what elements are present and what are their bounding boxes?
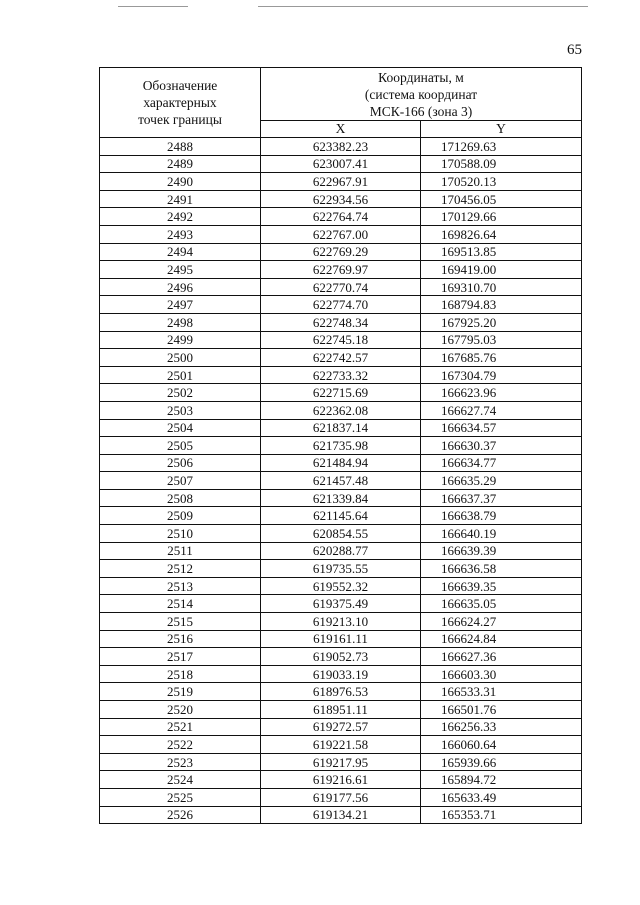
point-number-cell: 2495	[100, 261, 261, 279]
y-coordinate-cell: 166060.64	[421, 736, 582, 754]
table-row	[100, 701, 582, 719]
x-coordinate-cell: 622742.57	[261, 349, 421, 367]
x-coordinate-cell: 622770.74	[261, 278, 421, 296]
x-coordinate-cell: 619552.32	[261, 577, 421, 595]
header-point-line-2: характерных	[143, 95, 217, 110]
table-body	[100, 138, 582, 824]
table-row	[100, 753, 582, 771]
table-row	[100, 806, 582, 824]
point-number-cell: 2522	[100, 736, 261, 754]
y-coordinate-cell: 167795.03	[421, 331, 582, 349]
point-number-cell: 2523	[100, 753, 261, 771]
table-row	[100, 560, 582, 578]
x-coordinate-cell: 619375.49	[261, 595, 421, 613]
y-coordinate-cell: 166634.77	[421, 454, 582, 472]
point-number-cell: 2496	[100, 278, 261, 296]
y-coordinate-cell: 166639.39	[421, 542, 582, 560]
point-number-cell: 2517	[100, 648, 261, 666]
x-coordinate-cell: 621484.94	[261, 454, 421, 472]
point-number-cell: 2491	[100, 190, 261, 208]
y-coordinate-cell: 166638.79	[421, 507, 582, 525]
y-coordinate-cell: 166635.29	[421, 472, 582, 490]
y-coordinate-cell: 166630.37	[421, 437, 582, 455]
y-coordinate-cell: 167925.20	[421, 313, 582, 331]
header-point-line-1: Обозначение	[142, 78, 218, 93]
table-row	[100, 718, 582, 736]
y-coordinate-cell: 165894.72	[421, 771, 582, 789]
y-coordinate-cell: 166635.05	[421, 595, 582, 613]
x-coordinate-cell: 623007.41	[261, 155, 421, 173]
header-point-line-3: точек границы	[138, 112, 222, 127]
point-number-cell: 2518	[100, 665, 261, 683]
table-row	[100, 437, 582, 455]
y-coordinate-cell: 170588.09	[421, 155, 582, 173]
header-coords-line-1: Координаты, м	[378, 69, 464, 85]
x-coordinate-cell: 620288.77	[261, 542, 421, 560]
x-coordinate-cell: 619134.21	[261, 806, 421, 824]
x-coordinate-cell: 619216.61	[261, 771, 421, 789]
x-coordinate-cell: 622774.70	[261, 296, 421, 314]
y-coordinate-cell: 166501.76	[421, 701, 582, 719]
table-row	[100, 630, 582, 648]
y-coordinate-cell: 170520.13	[421, 173, 582, 191]
scan-artifact-line-right	[258, 6, 588, 7]
y-coordinate-cell: 170456.05	[421, 190, 582, 208]
x-coordinate-cell: 618976.53	[261, 683, 421, 701]
point-number-cell: 2498	[100, 313, 261, 331]
x-coordinate-cell: 621457.48	[261, 472, 421, 490]
point-number-cell: 2514	[100, 595, 261, 613]
x-coordinate-cell: 622764.74	[261, 208, 421, 226]
y-coordinate-cell: 166639.35	[421, 577, 582, 595]
y-coordinate-cell: 166533.31	[421, 683, 582, 701]
table-row	[100, 613, 582, 631]
table-row	[100, 155, 582, 173]
table-row	[100, 138, 582, 156]
table-row	[100, 401, 582, 419]
table-row	[100, 349, 582, 367]
table-row	[100, 648, 582, 666]
scan-artifact-line-left	[118, 6, 188, 7]
x-coordinate-cell: 622767.00	[261, 225, 421, 243]
table-row	[100, 331, 582, 349]
table-row	[100, 542, 582, 560]
point-number-cell: 2504	[100, 419, 261, 437]
point-number-cell: 2493	[100, 225, 261, 243]
x-coordinate-cell: 619033.19	[261, 665, 421, 683]
x-coordinate-cell: 623382.23	[261, 138, 421, 156]
point-number-cell: 2509	[100, 507, 261, 525]
table-row	[100, 384, 582, 402]
x-coordinate-cell: 618951.11	[261, 701, 421, 719]
point-number-cell: 2494	[100, 243, 261, 261]
table-row	[100, 313, 582, 331]
table-row	[100, 243, 582, 261]
y-coordinate-cell: 169310.70	[421, 278, 582, 296]
x-coordinate-cell: 619217.95	[261, 753, 421, 771]
table-row	[100, 489, 582, 507]
x-coordinate-cell: 619272.57	[261, 718, 421, 736]
point-number-cell: 2513	[100, 577, 261, 595]
x-coordinate-cell: 619161.11	[261, 630, 421, 648]
x-coordinate-cell: 619177.56	[261, 788, 421, 806]
point-number-cell: 2501	[100, 366, 261, 384]
point-number-cell: 2506	[100, 454, 261, 472]
x-coordinate-cell: 619052.73	[261, 648, 421, 666]
point-number-cell: 2521	[100, 718, 261, 736]
table-row	[100, 525, 582, 543]
y-coordinate-cell: 165353.71	[421, 806, 582, 824]
y-coordinate-cell: 166627.36	[421, 648, 582, 666]
point-number-cell: 2489	[100, 155, 261, 173]
point-number-cell: 2511	[100, 542, 261, 560]
y-coordinate-cell: 166256.33	[421, 718, 582, 736]
point-number-cell: 2516	[100, 630, 261, 648]
point-number-cell: 2507	[100, 472, 261, 490]
header-point-designation	[100, 68, 261, 138]
x-coordinate-cell: 621339.84	[261, 489, 421, 507]
point-number-cell: 2515	[100, 613, 261, 631]
point-number-cell: 2500	[100, 349, 261, 367]
y-coordinate-cell: 166603.30	[421, 665, 582, 683]
point-number-cell: 2512	[100, 560, 261, 578]
point-number-cell: 2490	[100, 173, 261, 191]
point-number-cell: 2492	[100, 208, 261, 226]
coordinates-table	[99, 67, 582, 824]
point-number-cell: 2503	[100, 401, 261, 419]
table-row	[100, 683, 582, 701]
y-coordinate-cell: 169826.64	[421, 225, 582, 243]
point-number-cell: 2502	[100, 384, 261, 402]
table-row	[100, 595, 582, 613]
table-row	[100, 507, 582, 525]
header-coords-line-2: (система координат	[364, 86, 478, 102]
y-coordinate-cell: 167685.76	[421, 349, 582, 367]
x-coordinate-cell: 622715.69	[261, 384, 421, 402]
point-number-cell: 2525	[100, 788, 261, 806]
y-coordinate-cell: 166627.74	[421, 401, 582, 419]
x-coordinate-cell: 622362.08	[261, 401, 421, 419]
x-coordinate-cell: 620854.55	[261, 525, 421, 543]
point-number-cell: 2508	[100, 489, 261, 507]
table-row	[100, 225, 582, 243]
table-row	[100, 577, 582, 595]
x-coordinate-cell: 622769.97	[261, 261, 421, 279]
y-coordinate-cell: 166636.58	[421, 560, 582, 578]
table-row	[100, 419, 582, 437]
table-row	[100, 472, 582, 490]
x-coordinate-cell: 621837.14	[261, 419, 421, 437]
table-row	[100, 278, 582, 296]
table-row	[100, 261, 582, 279]
page-number: 65	[567, 42, 582, 58]
x-coordinate-cell: 621145.64	[261, 507, 421, 525]
x-coordinate-cell: 622733.32	[261, 366, 421, 384]
header-coordinates	[261, 68, 582, 121]
header-y: Y	[421, 121, 582, 138]
point-number-cell: 2488	[100, 138, 261, 156]
header-x: X	[261, 121, 421, 138]
y-coordinate-cell: 166634.57	[421, 419, 582, 437]
table-row	[100, 665, 582, 683]
y-coordinate-cell: 166637.37	[421, 489, 582, 507]
table-row	[100, 788, 582, 806]
point-number-cell: 2519	[100, 683, 261, 701]
table-row	[100, 454, 582, 472]
y-coordinate-cell: 166624.27	[421, 613, 582, 631]
y-coordinate-cell: 167304.79	[421, 366, 582, 384]
table-row	[100, 190, 582, 208]
table-row	[100, 736, 582, 754]
x-coordinate-cell: 619735.55	[261, 560, 421, 578]
y-coordinate-cell: 170129.66	[421, 208, 582, 226]
y-coordinate-cell: 165633.49	[421, 788, 582, 806]
x-coordinate-cell: 622934.56	[261, 190, 421, 208]
y-coordinate-cell: 166624.84	[421, 630, 582, 648]
y-coordinate-cell: 166623.96	[421, 384, 582, 402]
x-coordinate-cell: 622967.91	[261, 173, 421, 191]
x-coordinate-cell: 622769.29	[261, 243, 421, 261]
point-number-cell: 2510	[100, 525, 261, 543]
table-row	[100, 771, 582, 789]
y-coordinate-cell: 169419.00	[421, 261, 582, 279]
y-coordinate-cell: 165939.66	[421, 753, 582, 771]
point-number-cell: 2505	[100, 437, 261, 455]
x-coordinate-cell: 621735.98	[261, 437, 421, 455]
x-coordinate-cell: 622748.34	[261, 313, 421, 331]
table-row	[100, 296, 582, 314]
point-number-cell: 2524	[100, 771, 261, 789]
y-coordinate-cell: 169513.85	[421, 243, 582, 261]
y-coordinate-cell: 168794.83	[421, 296, 582, 314]
point-number-cell: 2499	[100, 331, 261, 349]
y-coordinate-cell: 171269.63	[421, 138, 582, 156]
point-number-cell: 2526	[100, 806, 261, 824]
table-row	[100, 366, 582, 384]
header-coords-line-3: МСК-166 (зона 3)	[369, 103, 473, 119]
point-number-cell: 2497	[100, 296, 261, 314]
x-coordinate-cell: 622745.18	[261, 331, 421, 349]
x-coordinate-cell: 619221.58	[261, 736, 421, 754]
table-row	[100, 208, 582, 226]
table-row	[100, 173, 582, 191]
y-coordinate-cell: 166640.19	[421, 525, 582, 543]
x-coordinate-cell: 619213.10	[261, 613, 421, 631]
point-number-cell: 2520	[100, 701, 261, 719]
